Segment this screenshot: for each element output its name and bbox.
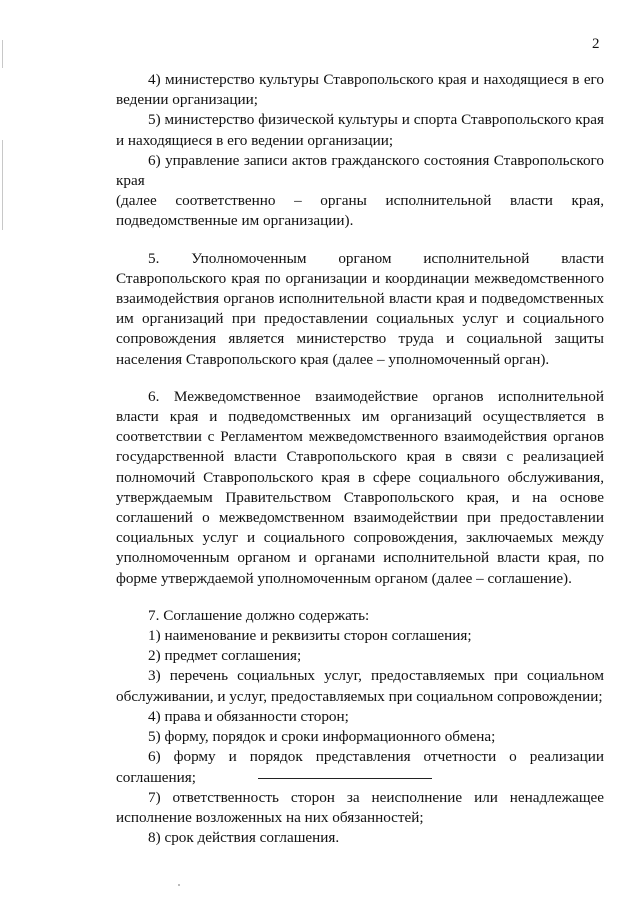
closing-rule [258, 778, 432, 779]
clause-7-item: 8) срок действия соглашения. [148, 829, 340, 847]
clause-7-item: 3) перечень социальных услуг, предоставляемых при социальном обслуживании, и услуг, предоставляемых при социальном сопровождении; [116, 667, 604, 705]
paragraph-gap [116, 370, 604, 387]
clause-5: 5. Уполномоченным органом исполнительной власти Ставропольского края по организации и координации межведомственного взаимодействия органов исполнительной власти края и подведомственных им организаций при предоставлении социальных услуг и социального сопровождения является министерство труда и социальной защиты населения Ставропольского края (далее – уполномоченный орган). [116, 249, 604, 368]
document-body [116, 70, 604, 848]
clause-7-item: 4) права и обязанности сторон; [148, 707, 349, 725]
list-item-4: 4) министерство культуры Ставропольского края и находящиеся в его ведении организации; [116, 71, 604, 109]
scan-edge-mark [2, 40, 3, 68]
scan-speck [178, 884, 180, 886]
clause-7-item: 2) предмет соглашения; [148, 647, 302, 665]
clause-7-intro: 7. Соглашение должно содержать: [148, 606, 370, 624]
paragraph-gap [116, 232, 604, 249]
page-number: 2 [592, 36, 600, 52]
clause-7-item: 5) форму, порядок и сроки информационного обмена; [148, 728, 496, 746]
clause-7-item: 7) ответственность сторон за неисполнение или ненадлежащее исполнение возложенных на них обязанностей; [116, 788, 604, 826]
paragraph-gap [116, 589, 604, 606]
scan-edge-mark [2, 140, 3, 230]
list-item-5: 5) министерство физической культуры и спорта Ставропольского края и находящиеся в его ведении организации; [116, 111, 604, 149]
clause-6: 6. Межведомственное взаимодействие органов исполнительной власти края и подведомственных им организаций осуществляется в соответствии с Регламентом межведомственного взаимодействия органов государственной власти Ставропольского края в связи с реализацией полномочий Ставропольского края в сфере социального обслуживания, утверждаемым Правительством Ставропольского края, и на основе соглашений о межведомственном взаимодействии при предоставлении социальных услуг и социального сопровождения, заключаемых между уполномоченным органом и органами исполнительной власти края, по форме утверждаемой уполномоченным органом (далее – соглашение). [116, 387, 604, 587]
list-item-6: 6) управление записи актов гражданского состояния Ставропольского края [116, 151, 604, 190]
clause-7-item: 1) наименование и реквизиты сторон соглашения; [148, 627, 472, 645]
list-summary: (далее соответственно – органы исполнительной власти края, подведомственные им организации). [116, 192, 604, 230]
clause-7-item: 6) форму и порядок представления отчетности о реализации соглашения; [116, 748, 604, 786]
